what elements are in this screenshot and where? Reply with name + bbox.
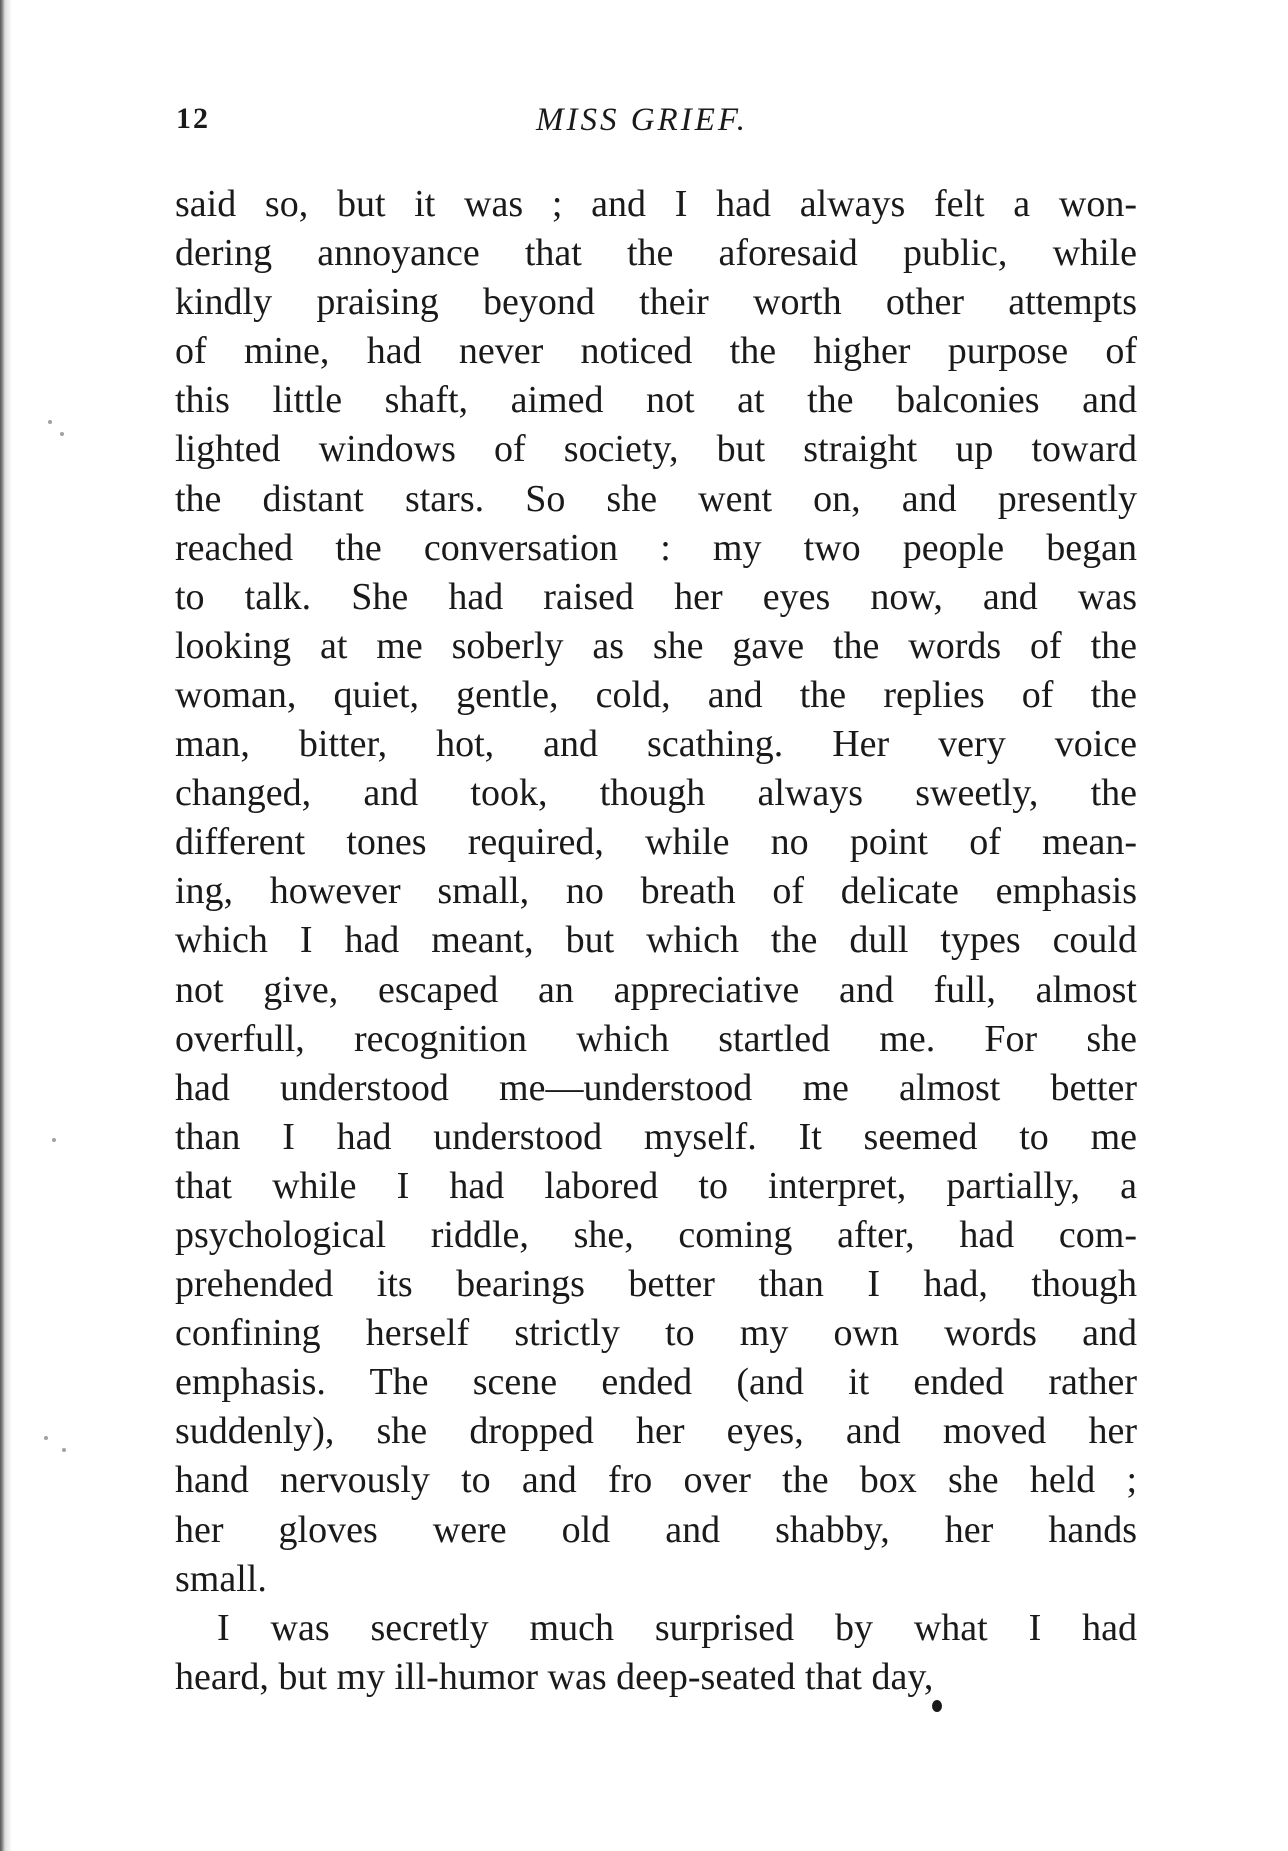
text-line: different tones required, while no point of mean-: [175, 821, 1137, 864]
text-line: her gloves were old and shabby, her hands: [175, 1508, 1137, 1551]
text-line: hand nervously to and fro over the box she held ;: [175, 1459, 1137, 1502]
text-line: man, bitter, hot, and scathing. Her very voice: [175, 723, 1137, 766]
text-line: psychological riddle, she, coming after, had com-: [175, 1213, 1137, 1256]
text-line: looking at me soberly as she gave the words of the: [175, 624, 1137, 667]
text-line: of mine, had never noticed the higher purpose of: [175, 330, 1137, 373]
text-line: confining herself strictly to my own words and: [175, 1312, 1137, 1355]
text-line: lighted windows of society, but straight up toward: [175, 428, 1137, 471]
print-speck: [52, 1138, 56, 1142]
print-speck: [60, 432, 64, 436]
text-line: reached the conversation : my two people began: [175, 526, 1137, 569]
body-text: [175, 180, 1137, 1702]
print-speck: [48, 420, 52, 424]
text-line: suddenly), she dropped her eyes, and moved her: [175, 1410, 1137, 1453]
text-line: kindly praising beyond their worth other attempts: [175, 281, 1137, 324]
text-line: that while I had labored to interpret, partially, a: [175, 1164, 1137, 1207]
text-line: to talk. She had raised her eyes now, and was: [175, 575, 1137, 618]
running-title: MISS GRIEF.: [536, 102, 749, 138]
print-speck: [62, 1448, 66, 1452]
text-line: emphasis. The scene ended (and it ended rather: [175, 1361, 1137, 1404]
binding-edge: [0, 0, 14, 1851]
text-line: woman, quiet, gentle, cold, and the replies of the: [175, 673, 1137, 716]
text-line: heard, but my ill-humor was deep-seated that day,: [175, 1655, 934, 1698]
text-line: small.: [175, 1557, 267, 1600]
text-line: dering annoyance that the aforesaid public, while: [175, 232, 1137, 275]
printer-mark: [932, 1700, 942, 1712]
text-line: changed, and took, though always sweetly, the: [175, 772, 1137, 815]
text-line: not give, escaped an appreciative and full, almost: [175, 968, 1137, 1011]
text-line: which I had meant, but which the dull types could: [175, 919, 1137, 962]
text-line: the distant stars. So she went on, and presently: [175, 477, 1137, 520]
text-line: this little shaft, aimed not at the balconies and: [175, 379, 1137, 422]
text-line: had understood me—understood me almost better: [175, 1066, 1137, 1109]
text-line: prehended its bearings better than I had, though: [175, 1263, 1137, 1306]
page-header: [176, 102, 1136, 142]
text-line: said so, but it was ; and I had always felt a won-: [175, 183, 1137, 225]
page-number: 12: [176, 102, 210, 135]
text-line: ing, however small, no breath of delicate emphasis: [175, 870, 1137, 913]
text-line: I was secretly much surprised by what I had: [217, 1606, 1137, 1649]
text-line: than I had understood myself. It seemed to me: [175, 1115, 1137, 1158]
print-speck: [44, 1436, 48, 1440]
text-line: overfull, recognition which startled me. For she: [175, 1017, 1137, 1060]
